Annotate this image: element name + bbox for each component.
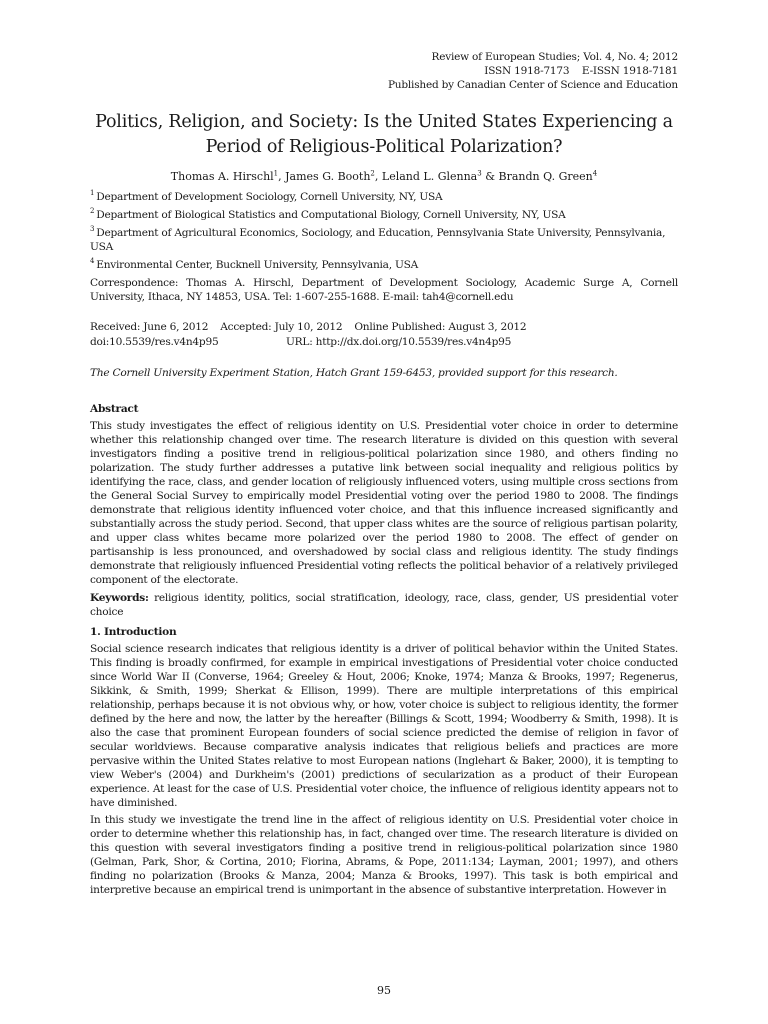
author-separator: &: [481, 170, 499, 183]
author-affiliation-marker: 1: [273, 169, 279, 178]
funding-note: The Cornell University Experiment Station, Hatch Grant 159-6453, provided support for this research.: [90, 367, 618, 379]
affiliation-text: Department of Agricultural Economics, Sociology, and Education, Pennsylvania State University, Pennsylvania, USA: [90, 227, 666, 253]
affiliation: [90, 208, 678, 222]
keywords-text: religious identity, politics, social stratification, ideology, race, class, gender, US presidential voter choice: [90, 592, 678, 618]
publication-dates: [90, 320, 678, 334]
received-date: Received: June 6, 2012: [90, 321, 209, 333]
affiliation: [90, 258, 678, 272]
author-affiliation-marker: 4: [592, 169, 598, 178]
journal-publisher: Published by Canadian Center of Science and Education: [387, 79, 678, 91]
author-affiliation-marker: 3: [477, 169, 482, 178]
author-list: [90, 170, 678, 184]
section-heading-introduction: 1. Introduction: [90, 626, 177, 638]
author-name: Thomas A. Hirschl: [170, 170, 274, 183]
author-name: James G. Booth: [285, 170, 371, 183]
affiliation: [90, 190, 678, 204]
correspondence: Correspondence: Thomas A. Hirschl, Department of Development Sociology, Academic Surge A, Cornell University, Ithaca, NY 14853, USA. Tel: 1-607-255-1688. E-mail: tah4@cornell.edu: [90, 277, 678, 303]
doi-row: [90, 335, 678, 349]
affiliation-text: Department of Biological Statistics and Computational Biology, Cornell University, NY, USA: [96, 209, 566, 221]
author-name: Brandn Q. Green: [498, 170, 593, 183]
affiliation-text: Environmental Center, Bucknell University, Pennsylvania, USA: [96, 259, 419, 271]
affiliation-number: 2: [90, 207, 95, 216]
title-line-2: Period of Religious-Political Polarization?: [205, 137, 563, 157]
affiliation-number: 1: [90, 189, 95, 198]
published-date: Online Published: August 3, 2012: [354, 321, 527, 333]
affiliation: [90, 226, 678, 254]
abstract-heading: Abstract: [90, 403, 139, 415]
journal-citation: Review of European Studies; Vol. 4, No. 4; 2012: [431, 51, 678, 63]
author-separator: ,: [278, 170, 286, 183]
doi-text: doi:10.5539/res.v4n4p95: [90, 336, 219, 348]
page-number: 95: [377, 984, 391, 997]
intro-paragraph-2: In this study we investigate the trend line in the affect of religious identity on U.S. Presidential voter choice in order to determine whether this relationship has, in fact, changed over time. The research literature is divided on this question with several investigators finding a positive trend in religious-political polarization since 1980 (Gelman, Park, Shor, & Cortina, 2010; Fiorina, Abrams, & Pope, 2011:134; Layman, 2001; 1997), and others finding no polarization (Brooks & Manza, 2004; Manza & Brooks, 1997). This task is both empirical and interpretive because an empirical trend is unimportant in the absence of substantive interpretation. However in: [90, 814, 678, 896]
intro-paragraph-1: Social science research indicates that religious identity is a driver of political behavior within the United States. This finding is broadly confirmed, for example in empirical investigations of Presidential voter choice conducted since World War II (Converse, 1964; Greeley & Hout, 2006; Knoke, 1974; Manza & Brooks, 1997; Regenerus, Sikkink, & Smith, 1999; Sherkat & Ellison, 1999). There are multiple interpretations of this empirical relationship, perhaps because it is not obvious why, or how, voter choice is subject to religious identity, the former defined by the here and now, the latter by the hereafter (Billings & Scott, 1994; Woodberry & Smith, 1998). It is also the case that prominent European founders of social science predicted the demise of religion in favor of secular worldviews. Because comparative analysis indicates that religious beliefs and practices are more pervasive within the United States relative to most European nations (Inglehart & Baker, 2000), it is tempting to view Weber's (2004) and Durkheim's (2001) predictions of secularization as a product of their European experience. At least for the case of U.S. Presidential voter choice, the influence of religious identity appears not to have diminished.: [90, 643, 678, 809]
journal-header: [388, 50, 678, 92]
keywords: [90, 591, 678, 619]
paper-title: [90, 110, 678, 160]
keywords-label: Keywords:: [90, 592, 149, 604]
abstract-text: This study investigates the effect of religious identity on U.S. Presidential voter choice in order to determine whether this relationship changed over time. The research literature is divided on this question with several investigators finding a positive trend in religious-political polarization since 1980, and others finding no polarization. The study further addresses a putative link between social inequality and religious politics by identifying the race, class, and gender location of religiously influenced voters, using multiple cross sections from the General Social Survey to empirically model Presidential voting over the period 1980 to 2008. The findings demonstrate that religious identity influenced voter choice, and that this influence increased significantly and substantially across the study period. Second, that upper class whites are the source of religious partisan polarity, and upper class whites became more polarized over the period 1980 to 2008. The effect of gender on partisanship is less pronounced, and overshadowed by social class and religious identity. The study findings demonstrate that religiously influenced Presidential voting reflects the political behavior of a relatively privileged component of the electorate.: [90, 420, 678, 586]
author-separator: ,: [374, 170, 382, 183]
affiliation-text: Department of Development Sociology, Cornell University, NY, USA: [96, 191, 443, 203]
affiliation-number: 4: [90, 257, 95, 266]
accepted-date: Accepted: July 10, 2012: [220, 321, 343, 333]
doi-url: URL: http://dx.doi.org/10.5539/res.v4n4p95: [286, 336, 512, 348]
author-name: Leland L. Glenna: [381, 170, 478, 183]
author-affiliation-marker: 2: [370, 169, 375, 178]
paper-body: [90, 190, 678, 897]
journal-issn: ISSN 1918-7173 E-ISSN 1918-7181: [484, 65, 678, 77]
title-line-1: Politics, Religion, and Society: Is the United States Experiencing a: [95, 112, 673, 132]
affiliation-number: 3: [90, 225, 95, 234]
